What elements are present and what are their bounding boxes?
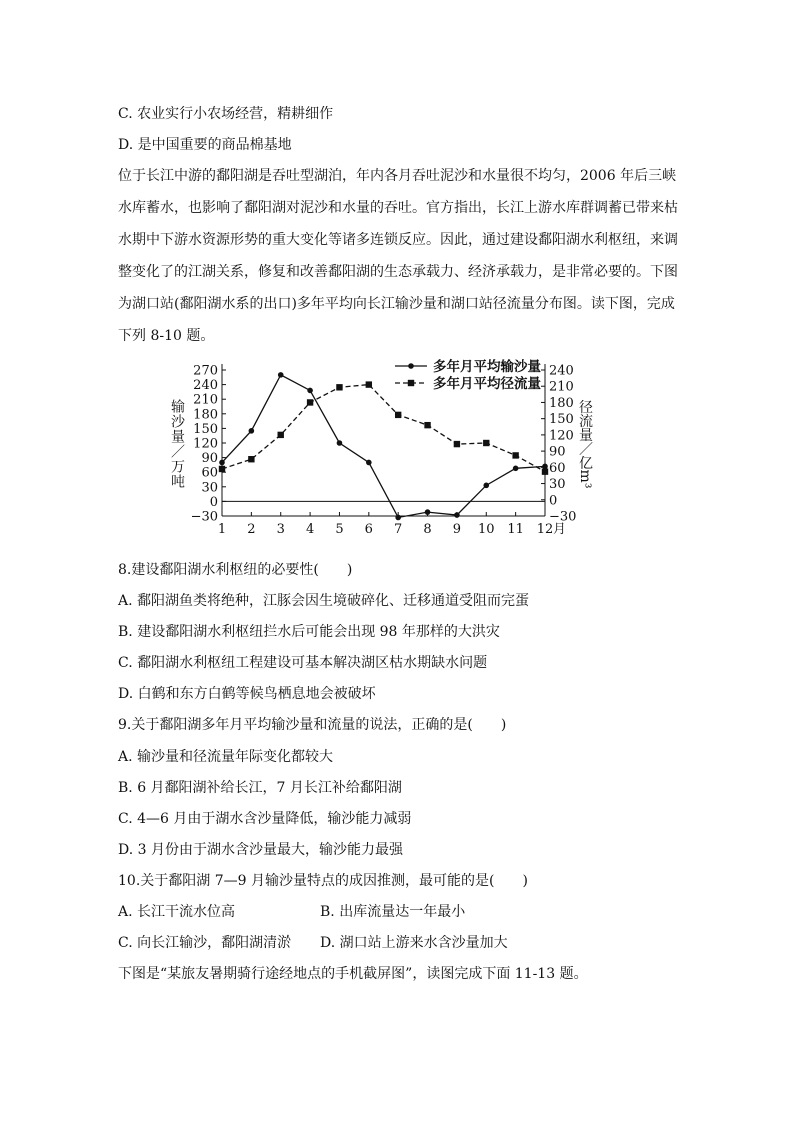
passage-line: 下列 8-10 题。 [118, 328, 215, 344]
question-9-option-b: B. 6 月鄱阳湖补给长江，7 月长江补给鄱阳湖 [118, 780, 402, 796]
left-tick-label: 210 [193, 392, 218, 408]
question-10-option-d: D. 湖口站上游来水含沙量加大 [320, 935, 508, 951]
left-tick-label: 30 [201, 480, 218, 496]
series-2-line [222, 385, 545, 472]
question-10-option-b: B. 出库流量达一年最小 [320, 904, 466, 920]
left-tick-label: 0 [209, 494, 218, 510]
question-8-option-b: B. 建设鄱阳湖水利枢纽拦水后可能会出现 98 年那样的大洪灾 [118, 624, 500, 640]
left-tick-label: 240 [193, 378, 218, 394]
x-tick-label: 2 [247, 522, 256, 537]
question-8-option-c: C. 鄱阳湖水利枢纽工程建设可基本解决湖区枯水期缺水问题 [118, 655, 488, 671]
series-2-point [542, 468, 548, 474]
question-8-stem: 8.建设鄱阳湖水利枢纽的必要性( ) [118, 562, 353, 578]
legend-1-label: 多年月平均输沙量 [433, 359, 541, 375]
x-tick-label: 4 [305, 522, 315, 537]
question-8-option-d: D. 白鹤和东方白鹤等候鸟栖息地会被破坏 [118, 686, 376, 702]
left-tick-label: 150 [193, 421, 218, 437]
series-1-point [278, 372, 284, 378]
right-tick-label: 60 [549, 460, 566, 476]
next-section-intro: 下图是“某旅友暑期骑行途经地点的手机截屏图”，读图完成下面 11-13 题。 [118, 966, 588, 982]
right-tick-label: 210 [549, 379, 574, 395]
left-tick-label: 270 [193, 363, 218, 379]
question-10-option-a: A. 长江干流水位高 [118, 904, 236, 920]
passage-line: 为湖口站(鄱阳湖水系的出口)多年平均向长江输沙量和湖口站径流量分布图。读下图，完成 [118, 296, 675, 312]
left-tick-label: 60 [201, 465, 218, 481]
series-1-point [425, 509, 431, 515]
series-1-point [513, 466, 519, 472]
right-tick-label: 240 [549, 363, 574, 379]
chart-svg [165, 356, 595, 546]
prev-option-d: D. 是中国重要的商品棉基地 [118, 137, 292, 153]
x-tick-label: 12 [536, 522, 554, 537]
series-1-point [483, 483, 489, 489]
passage-line: 整变化了的江湖关系，修复和改善鄱阳湖的生态承载力、经济承载力，是非常必要的。下图 [118, 264, 678, 280]
x-tick-label: 1 [217, 522, 227, 537]
x-tick-label: 8 [423, 522, 432, 537]
series-1-point [219, 460, 225, 466]
left-tick-label: 180 [193, 407, 218, 423]
passage-line: 位于长江中游的鄱阳湖是吞吐型湖泊，年内各月吞吐泥沙和水量很不均匀，2006 年后三峡 [118, 168, 677, 184]
right-tick-label: 180 [549, 395, 574, 411]
series-1-point [307, 388, 313, 394]
x-tick-label: 5 [335, 522, 344, 537]
x-tick-label: 6 [364, 522, 373, 537]
series-1-point [249, 428, 255, 434]
question-10-stem: 10.关于鄱阳湖 7—9 月输沙量特点的成因推测，最可能的是( ) [118, 873, 528, 889]
question-8-option-a: A. 鄱阳湖鱼类将绝种，江豚会因生境破碎化、迁移通道受阻而完蛋 [118, 593, 530, 609]
right-tick-label: 120 [549, 428, 574, 444]
question-9-stem: 9.关于鄱阳湖多年月平均输沙量和流量的说法，正确的是( ) [118, 717, 507, 733]
x-tick-label: 10 [477, 522, 495, 537]
legend-2-label: 多年月平均径流量 [433, 376, 541, 392]
left-tick-label: 120 [193, 436, 218, 452]
passage-line: 水库蓄水，也影响了鄱阳湖对泥沙和水量的吞吐。官方指出，长江上游水库群调蓄已带来枯 [118, 200, 678, 216]
right-tick-label: −30 [549, 509, 577, 525]
right-tick-label: 90 [549, 444, 566, 460]
right-tick-label: 150 [549, 412, 574, 428]
series-1-point [542, 464, 548, 470]
prev-option-c: C. 农业实行小农场经营，精耕细作 [118, 106, 334, 122]
question-10-option-c: C. 向长江输沙，鄱阳湖清淤 [118, 935, 292, 951]
series-2-point [366, 381, 372, 387]
series-1-point [337, 440, 343, 446]
x-tick-label: 3 [276, 522, 285, 537]
right-tick-label: 0 [549, 493, 558, 509]
series-2-point [395, 412, 401, 418]
series-1-point [366, 460, 372, 466]
passage-line: 水期中下游水资源形势的重大变化等诸多连锁反应。因此，通过建设鄱阳湖水利枢纽，来调 [118, 232, 678, 248]
series-2-point [336, 384, 342, 390]
series-2-point [454, 441, 460, 447]
series-2-point [483, 440, 489, 446]
legend-2-marker [408, 380, 414, 386]
left-tick-label: −30 [190, 509, 218, 525]
series-1-point [454, 512, 460, 518]
question-9-option-a: A. 输沙量和径流量年际变化都较大 [118, 749, 334, 765]
left-axis-label: 输沙量／万吨 [169, 399, 185, 489]
series-2-point [248, 456, 254, 462]
left-tick-label: 90 [201, 451, 218, 467]
x-axis-unit: 月 [553, 522, 567, 537]
series-2-point [219, 466, 225, 472]
series-2-point [424, 422, 430, 428]
series-2-point [278, 432, 284, 438]
question-9-option-c: C. 4—6 月由于湖水含沙量降低，输沙能力减弱 [118, 811, 412, 827]
series-2-point [512, 452, 518, 458]
series-1-point [395, 515, 401, 521]
passage [118, 160, 683, 352]
right-axis-label: 径流量／亿m³ [577, 399, 593, 489]
legend-1-marker [408, 363, 414, 369]
question-9-option-d: D. 3 月份由于湖水含沙量最大，输沙能力最强 [118, 842, 403, 858]
x-tick-label: 11 [507, 522, 524, 537]
x-tick-label: 7 [394, 522, 403, 537]
x-tick-label: 9 [452, 522, 462, 537]
series-1-line [222, 375, 545, 518]
series-2-point [307, 399, 313, 405]
sediment-runoff-chart [165, 356, 595, 546]
right-tick-label: 30 [549, 477, 566, 493]
